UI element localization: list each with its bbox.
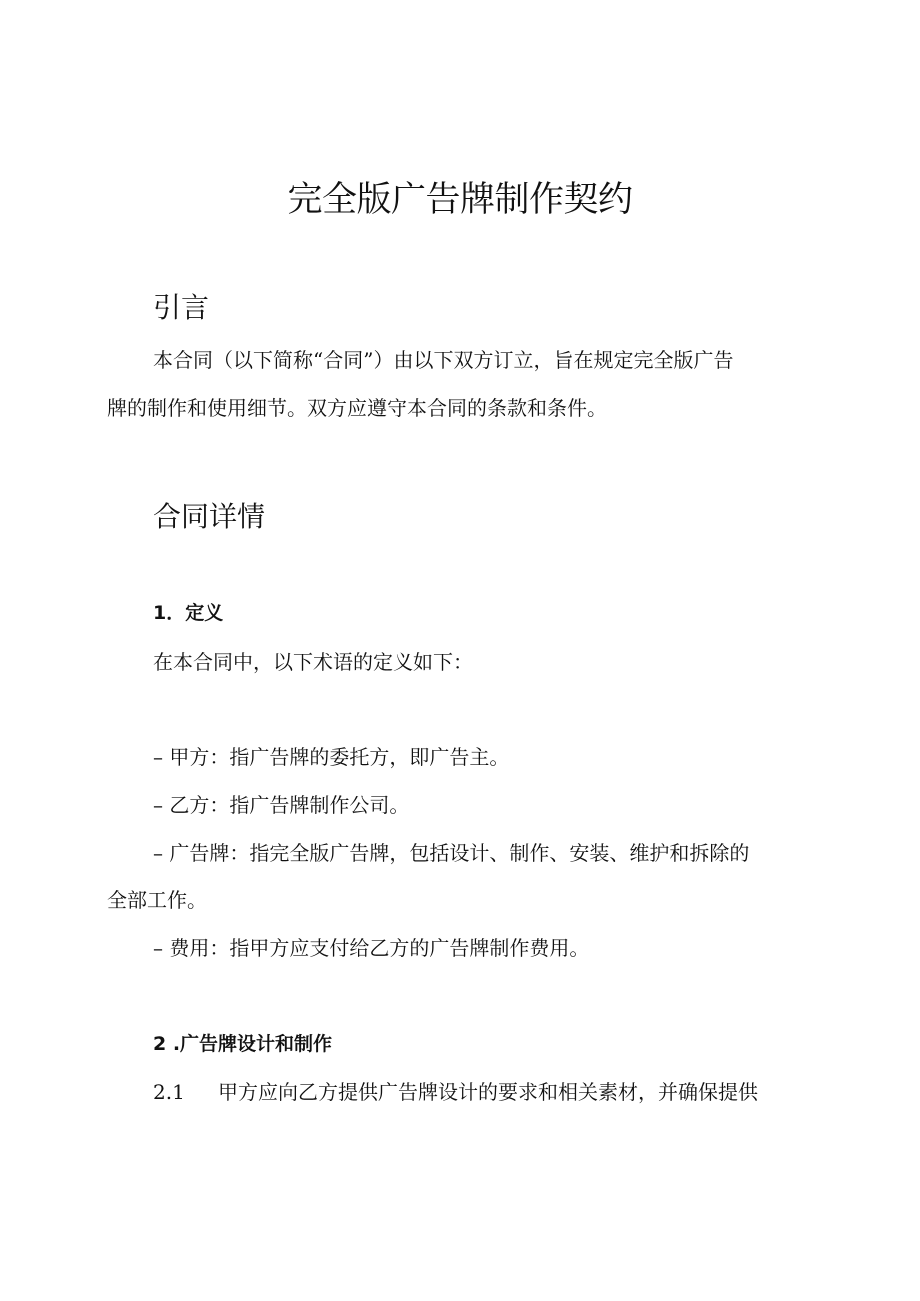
intro-heading: 引言	[153, 291, 210, 324]
definition-item-party-a: – 甲方：指广告牌的委托方，即广告主。	[153, 745, 510, 769]
definition-item-party-b: – 乙方：指广告牌制作公司。	[153, 793, 410, 817]
intro-paragraph-line-1: 本合同（以下简称“合同”）由以下双方订立，旨在规定完全版广告	[153, 348, 734, 372]
section-2-heading: 2 .广告牌设计和制作	[153, 1033, 333, 1055]
clause-2-1-text: 甲方应向乙方提供广告牌设计的要求和相关素材，并确保提供	[218, 1080, 758, 1104]
clause-2-1-number: 2.1	[153, 1080, 185, 1104]
intro-paragraph-line-2: 牌的制作和使用细节。双方应遵守本合同的条款和条件。	[107, 396, 607, 420]
details-heading: 合同详情	[153, 500, 266, 533]
document-title: 完全版广告牌制作契约	[287, 180, 633, 220]
definition-item-fee: – 费用：指甲方应支付给乙方的广告牌制作费用。	[153, 936, 590, 960]
definitions-lead: 在本合同中，以下术语的定义如下：	[153, 650, 473, 674]
section-1-heading: 1．定义	[153, 602, 224, 624]
definition-item-billboard-continued: 全部工作。	[107, 888, 207, 912]
definition-item-billboard: – 广告牌：指完全版广告牌，包括设计、制作、安装、维护和拆除的	[153, 841, 750, 865]
